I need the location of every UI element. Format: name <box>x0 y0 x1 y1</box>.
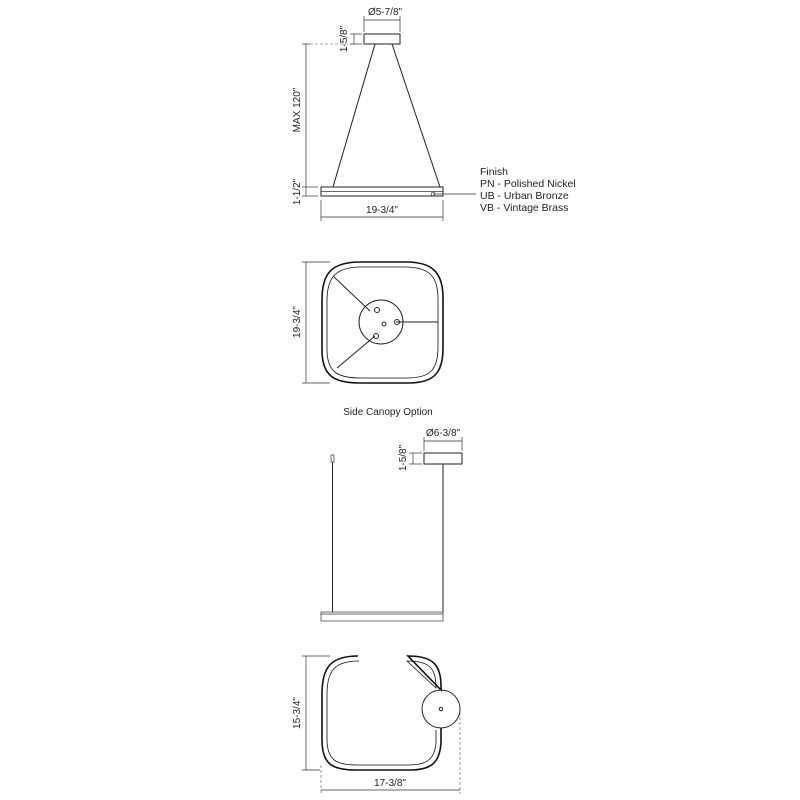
side-ring-profile <box>321 612 443 621</box>
canopy-diameter-label: Ø5-7/8" <box>367 7 403 18</box>
side-ring-inner <box>327 661 436 765</box>
front-elevation-view <box>292 7 476 221</box>
canopy <box>364 34 400 44</box>
cable-plan-3 <box>337 336 375 368</box>
side-canopy-plan-view <box>292 656 460 794</box>
side-width-label: 17-3/8" <box>374 778 406 789</box>
side-canopy-diameter-label: Ø6-3/8" <box>425 428 461 439</box>
side-depth-label: 15-3/4" <box>292 697 303 729</box>
side-ring-outer <box>322 656 441 770</box>
cable-plan-1 <box>333 276 370 311</box>
canopy-height-label: 1-5/8" <box>339 25 350 53</box>
finish-option-ub: UB - Urban Bronze <box>480 190 569 202</box>
cable-right <box>392 44 440 187</box>
side-canopy-elevation-view <box>321 428 462 621</box>
depth-top-label: 19-3/4" <box>292 306 303 338</box>
top-plan-view <box>292 262 443 383</box>
side-canopy-plan <box>422 690 460 728</box>
side-canopy-height-label: 1-5/8" <box>398 444 409 472</box>
cord-grip <box>331 455 334 462</box>
finish-option-pn: PN - Polished Nickel <box>480 178 576 190</box>
finish-legend <box>480 166 576 214</box>
section-title: Side Canopy Option <box>343 407 433 418</box>
finish-title: Finish <box>480 166 509 178</box>
ring-height-label: 1-1/2" <box>292 178 303 206</box>
max-height-label: MAX 120" <box>292 87 303 133</box>
finish-option-vb: VB - Vintage Brass <box>480 202 569 214</box>
cable-left <box>333 44 375 187</box>
side-canopy <box>424 453 462 464</box>
width-front-label: 19-3/4" <box>366 205 398 216</box>
